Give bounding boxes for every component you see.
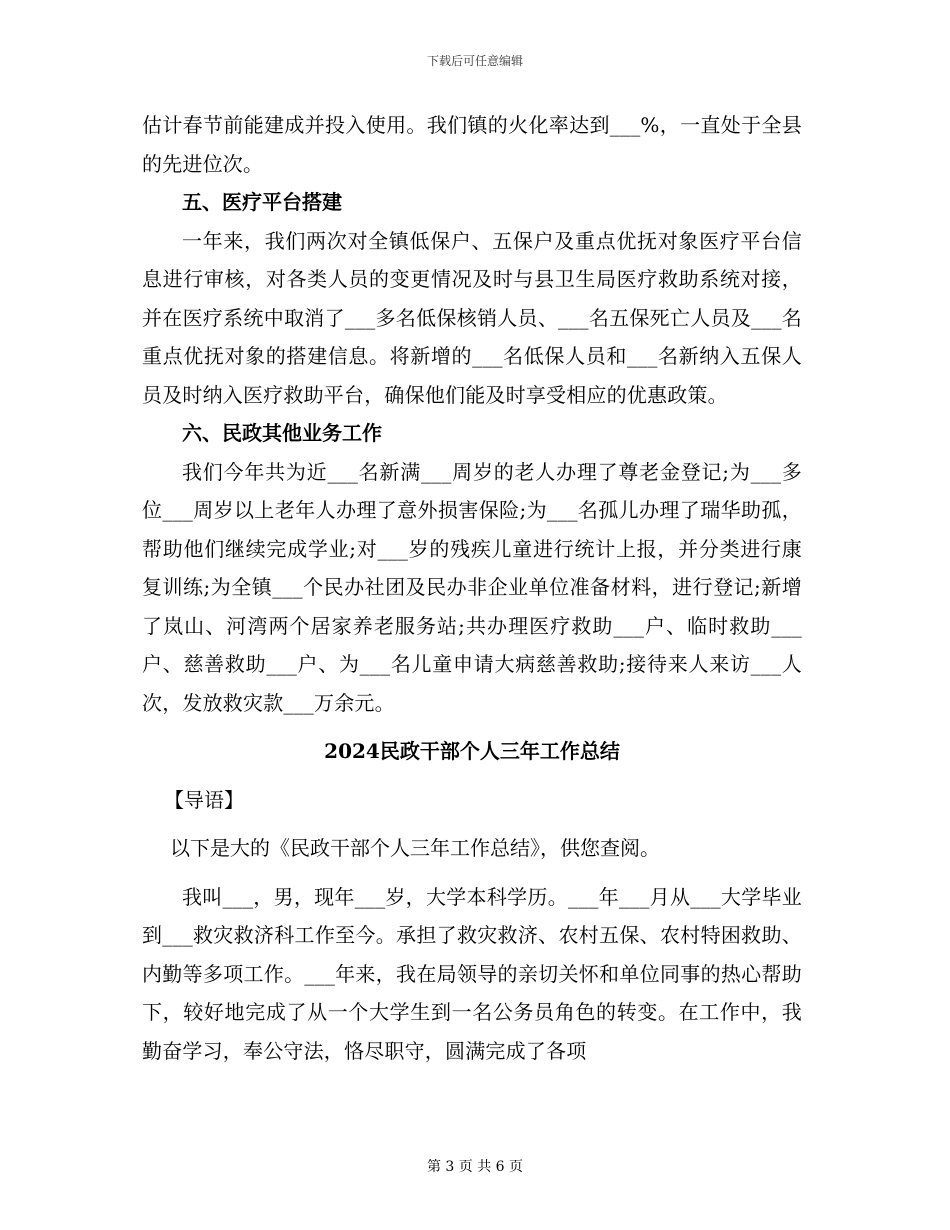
section-heading-medical: 五、医疗平台搭建 <box>182 190 342 214</box>
page-number: 第 3 页 共 6 页 <box>426 1159 524 1175</box>
guide-label: 【导语】 <box>164 787 244 812</box>
header-note: 下载后可任意编辑 <box>426 54 523 68</box>
paragraph-continuation: 估计春节前能建成并投入使用。我们镇的火化率达到___%，一直处于全县的先进位次。 <box>142 113 802 176</box>
intro-line: 以下是大的《民政干部个人三年工作总结》，供您查阅。 <box>170 836 660 860</box>
document-body <box>142 106 802 1070</box>
paragraph-other: 我们今年共为近___名新满___周岁的老人办理了尊老金登记;为___多位___周岁以上老年人办理了意外损害保险;为___名孤儿办理了瑞华助孤，帮助他们继续完成学业;对___岁的残疾儿童进行统计上报，并分类进行康复训练;为全镇___个民办社团及民办非企业单位准备材料，进行登记;新增了岚山、河湾两个居家养老服务站;共办理医疗救助___户、临时救助___户、慈善救助___户、为___名儿童申请大病慈善救助;接待来人来访___人次，发放救灾款___万余元。 <box>142 459 802 715</box>
paragraph-self-intro: 我叫___，男，现年___岁，大学本科学历。___年___月从___大学毕业到___救灾救济科工作至今。承担了救灾救济、农村五保、农村特困救助、内勤等多项工作。___年来，我在局领导的亲切关怀和单位同事的热心帮助下，较好地完成了从一个大学生到一名公务员角色的转变。在工作中，我勤奋学习，奉公守法，恪尽职守，圆满完成了各项 <box>142 884 802 1063</box>
document-title: 2024民政干部个人三年工作总结 <box>324 739 620 763</box>
paragraph-medical: 一年来，我们两次对全镇低保户、五保户及重点优抚对象医疗平台信息进行审核，对各类人员的变更情况及时与县卫生局医疗救助系统对接，并在医疗系统中取消了___多名低保核销人员、___名五保死亡人员及___名重点优抚对象的搭建信息。将新增的___名低保人员和___名新纳入五保人员及时纳入医疗救助平台，确保他们能及时享受相应的优惠政策。 <box>142 228 802 407</box>
section-heading-other: 六、民政其他业务工作 <box>182 421 382 445</box>
